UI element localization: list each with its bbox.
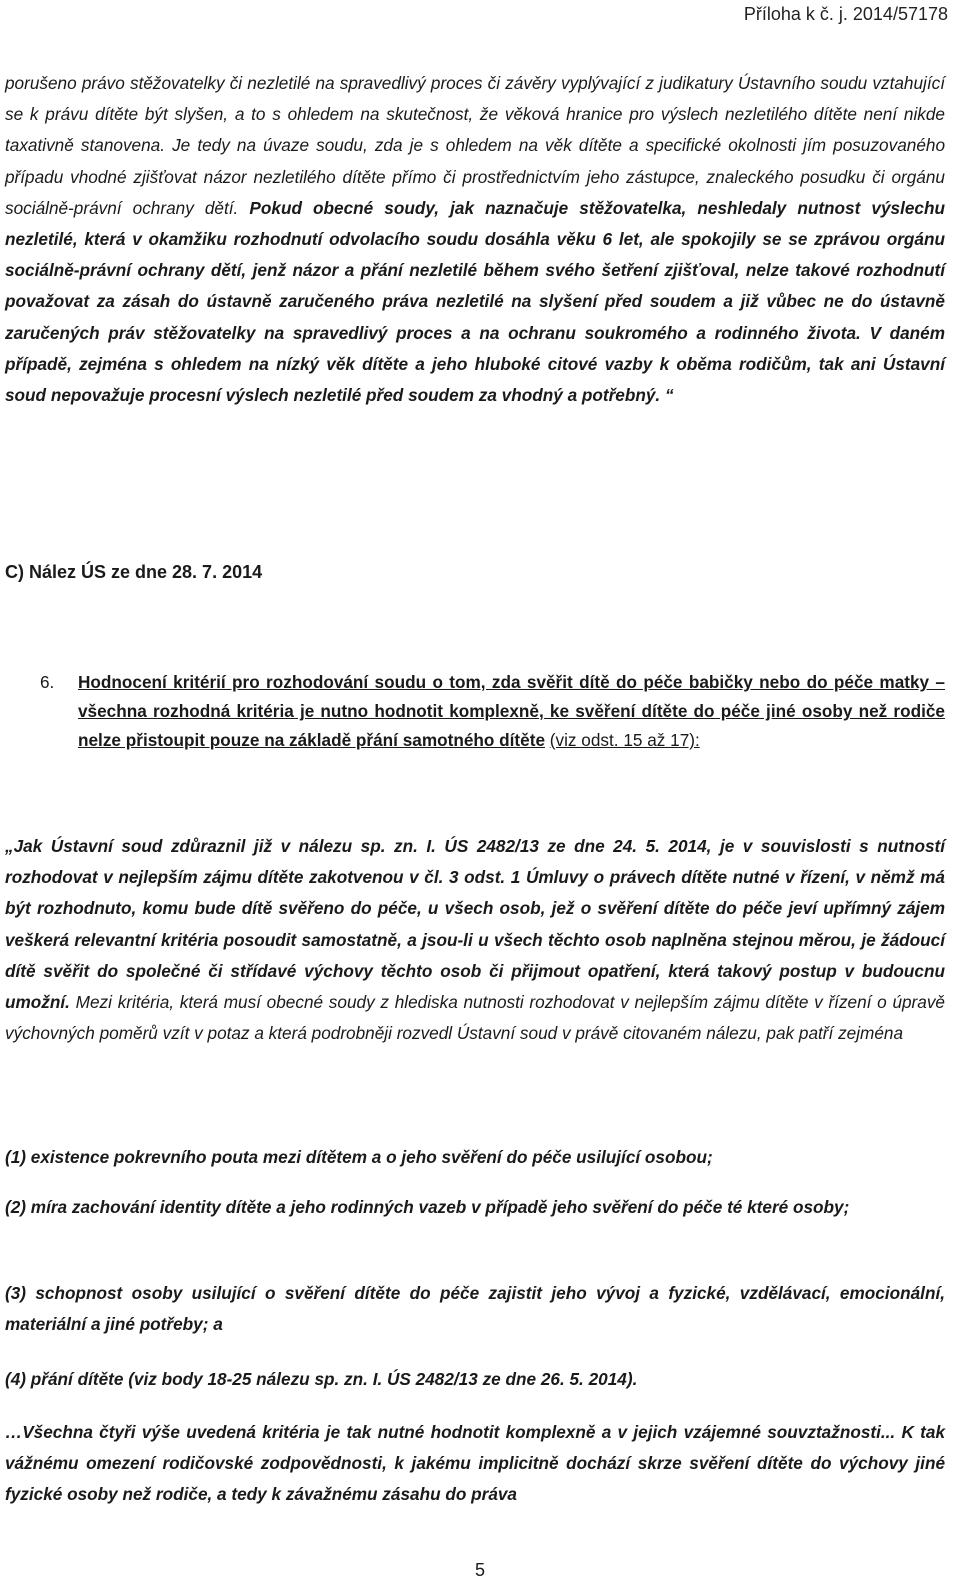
quote-2-italic-text: Mezi kritéria, která musí obecné soudy z hlediska nutnosti rozhodovat v nejlepším zájmu dítěte v řízení o úpravě výchovných poměrů vzít v potaz a která podrobněji rozvedl Ústavní soud v právě citovaném nálezu, pak patří zejména xyxy=(5,992,945,1044)
criterion-text: (2) míra zachování identity dítěte a jeho rodinných vazeb v případě jeho svěření do péče té které osoby; xyxy=(5,1197,850,1217)
quote-1-closing-quote: “ xyxy=(664,385,674,406)
quote-2-bold-text: „Jak Ústavní soud zdůraznil již v nálezu sp. zn. I. ÚS 2482/13 ze dne 24. 5. 2014, je v souvislosti s nutností rozhodovat v nejlepším zájmu dítěte zakotvenou v čl. 3 odst. 1 Úmluvy o právech dítěte nutné v řízení, v němž má být rozhodnuto, komu bude dítě svěřeno do péče, u všech osob, jež o svěření dítěte do péče jeví upřímný zájem veškerá relevantní kritéria posoudit samostatně, a jsou-li u všech těchto osob naplněna stejnou měrou, je žádoucí dítě svěřit do společné či střídavé výchovy těchto osob či přijmout opatření, která takový postup v budoucnu umožní. xyxy=(5,836,945,1013)
criterion-text: (4) přání dítěte (viz body 18-25 nálezu sp. zn. I. ÚS 2482/13 ze dne 26. 5. 2014). xyxy=(5,1369,638,1389)
paragraph-quote-2 xyxy=(5,831,945,1049)
criterion-2 xyxy=(5,1192,945,1223)
paragraph-quote-1 xyxy=(5,68,945,411)
final-paragraph xyxy=(5,1417,945,1511)
criterion-1 xyxy=(5,1142,945,1173)
document-reference: Příloha k č. j. 2014/57178 xyxy=(743,4,948,24)
criterion-3 xyxy=(5,1278,945,1340)
point-6-title: Hodnocení kritérií pro rozhodování soudu o tom, zda svěřit dítě do péče babičky nebo do péče matky – všechna rozhodná kritéria je nutno hodnotit komplexně, ke svěření dítěte do péče jiné osoby než rodiče nelze přistoupit pouze na základě přání samotného dítěte xyxy=(78,672,945,750)
criterion-text: (1) existence pokrevního pouta mezi dítětem a o jeho svěření do péče usilující osobou; xyxy=(5,1147,713,1167)
page-number: 5 xyxy=(474,1560,485,1580)
point-6-number: 6. xyxy=(40,672,55,692)
section-heading: C) Nález ÚS ze dne 28. 7. 2014 xyxy=(5,562,263,582)
point-6 xyxy=(5,668,945,750)
quote-1-italic-text: porušeno právo stěžovatelky či nezletilé na spravedlivý proces či závěry vyplývající z judikatury Ústavního soudu vztahující se k právu dítěte být slyšen, a to s ohledem na skutečnost, že věková hranice pro výslech nezletilého dítěte není nikde taxativně stanovena. Je tedy na úvaze soudu, zda je s ohledem na věk dítěte a specifické okolnosti jím posuzovaného případu vhodné zjišťovat názor nezletilého dítěte přímo či prostřednictvím jeho zástupce, znaleckého posudku či orgánu sociálně-právní ochrany dětí. xyxy=(5,73,945,218)
point-6-body xyxy=(78,668,945,755)
final-paragraph-text: …Všechna čtyři výše uvedená kritéria je tak nutné hodnotit komplexně a v jejich vzájemné souvztažnosti... K tak vážnému omezení rodičovské zodpovědnosti, k jakému implicitně dochází skrze svěření dítěte do výchovy jiné fyzické osoby než rodiče, a tedy k závažnému zásahu do práva xyxy=(5,1422,945,1505)
criterion-text: (3) schopnost osoby usilující o svěření dítěte do péče zajistit jeho vývoj a fyzické, vzdělávací, emocionální, materiální a jiné potřeby; a xyxy=(5,1283,945,1335)
point-6-reference: (viz odst. 15 až 17): xyxy=(549,730,700,750)
quote-1-bold-text: Pokud obecné soudy, jak naznačuje stěžovatelka, neshledaly nutnost výslechu nezletilé, která v okamžiku rozhodnutí odvolacího soudu dosáhla věku 6 let, ale spokojily se se zprávou orgánu sociálně-právní ochrany dětí, jenž názor a přání nezletilé během svého šetření zjišťoval, nelze takové rozhodnutí považovat za zásah do ústavně zaručeného práva nezletilé na slyšení před soudem a již vůbec ne do ústavně zaručených práv stěžovatelky na spravedlivý proces a na ochranu soukromého a rodinného života. V daném případě, zejména s ohledem na nízký věk dítěte a jeho hluboké citové vazby k oběma rodičům, tak ani Ústavní soud nepovažuje procesní výslech nezletilé před soudem za vhodný a potřebný. xyxy=(5,197,945,406)
criterion-4 xyxy=(5,1364,945,1395)
